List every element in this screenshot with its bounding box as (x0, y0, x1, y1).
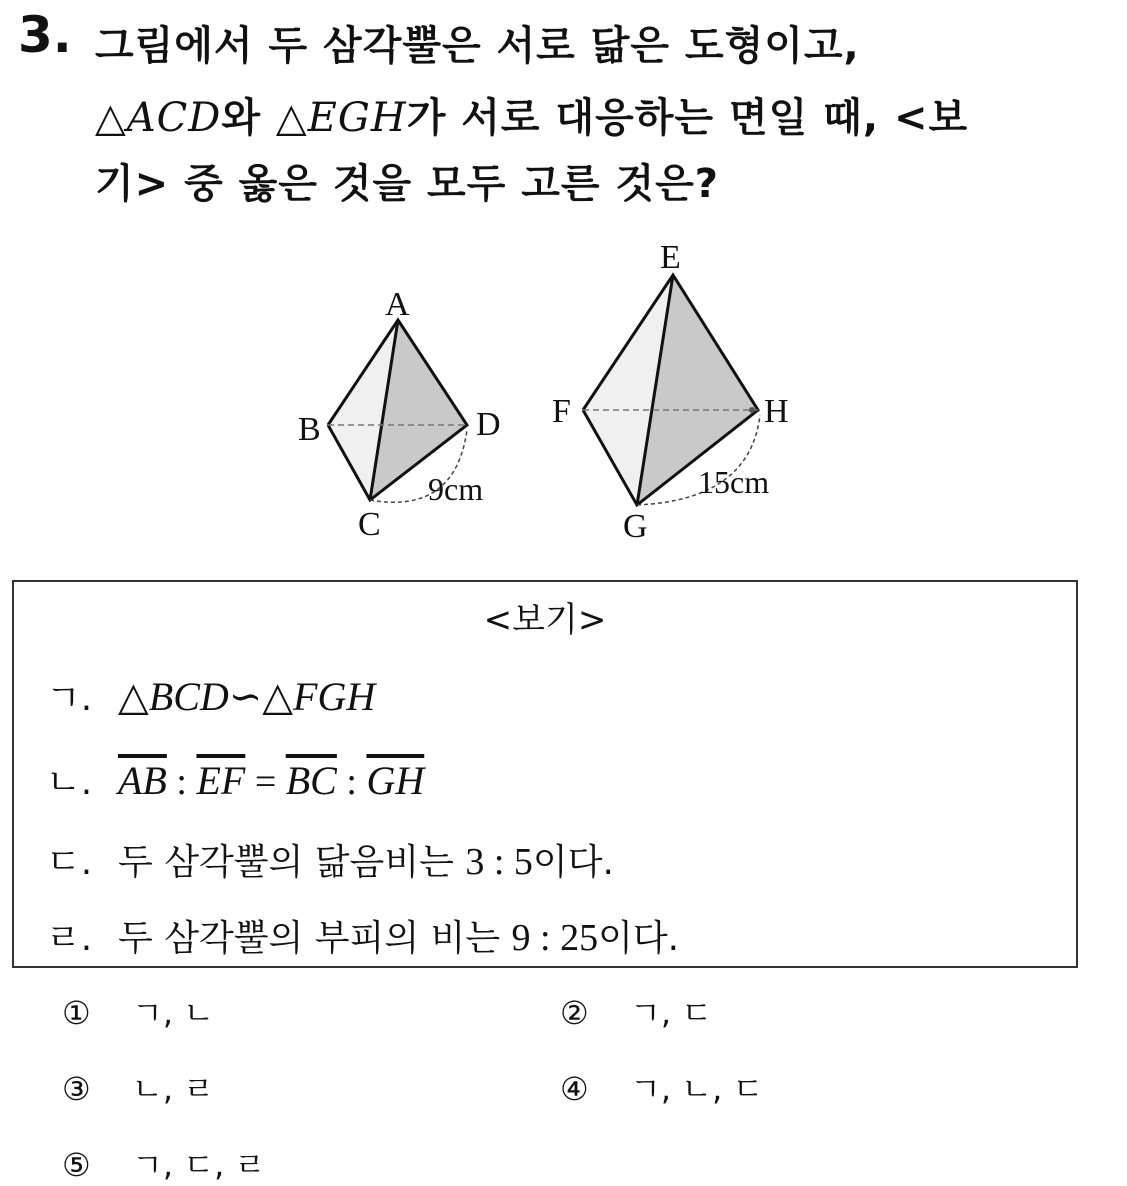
choice-number: ⑤ (62, 1146, 91, 1184)
right-vertex-dot (749, 407, 755, 413)
segment-bc: $\overline{BC}$ (285, 758, 337, 803)
volume-ratio: 9 : 25 (511, 917, 599, 959)
pyramids-figure (280, 235, 840, 555)
item-mark: ㄱ. (46, 678, 93, 719)
vertex-label-g: G (623, 508, 648, 545)
similarity-ratio: 3 : 5 (465, 841, 533, 883)
choice-number: ② (560, 994, 589, 1032)
vertex-label-b: B (298, 411, 321, 448)
item-mark: ㄴ. (46, 762, 93, 803)
vertex-label-d: D (476, 406, 501, 443)
question-line-2-text-a: 와 (221, 95, 276, 141)
choice-2[interactable] (560, 988, 712, 1034)
segment-gh: $\overline{GH}$ (366, 758, 425, 803)
bogi-item-1 (46, 670, 375, 721)
choice-text: ㄱ, ㄷ, ㄹ (132, 1146, 266, 1184)
triangle-symbol: △ (275, 95, 308, 141)
similarity-statement: △BCD∽△FGH (118, 674, 376, 719)
choice-3[interactable] (62, 1064, 214, 1110)
item-text-post: 이다. (598, 918, 680, 959)
question-line-1: 그림에서 두 삼각뿔은 서로 닮은 도형이고, (95, 23, 860, 69)
choice-number: ① (62, 994, 91, 1032)
bogi-item-4 (46, 910, 679, 961)
segment-ef: $\overline{EF}$ (196, 758, 246, 803)
choice-text: ㄴ, ㄹ (132, 1070, 215, 1108)
choice-1[interactable] (62, 988, 214, 1034)
face-egh: EGH (307, 95, 407, 141)
question-line-2-text-b: 가 서로 대응하는 면일 때, <보 (406, 95, 969, 141)
item-mark: ㄹ. (46, 918, 93, 959)
item-mark: ㄷ. (46, 842, 93, 883)
choice-text: ㄱ, ㄴ, ㄷ (630, 1070, 764, 1108)
choice-number: ③ (62, 1070, 91, 1108)
item-text-pre: 두 삼각뿔의 부피의 비는 (118, 918, 512, 959)
item-text-post: 이다. (532, 842, 614, 883)
vertex-label-c: C (358, 506, 381, 543)
choice-text: ㄱ, ㄴ (132, 994, 215, 1032)
choice-text: ㄱ, ㄷ (630, 994, 713, 1032)
segment-ab: $\overline{AB}$ (118, 758, 167, 803)
equals-sign: = (245, 761, 286, 803)
vertex-label-e: E (660, 239, 681, 276)
vertex-label-h: H (764, 393, 789, 430)
question-line-3: 기> 중 옳은 것을 모두 고른 것은? (95, 161, 719, 207)
bogi-item-3 (46, 834, 614, 885)
bogi-box (12, 580, 1078, 968)
bogi-item-2 (46, 754, 424, 805)
item-text-pre: 두 삼각뿔의 닮음비는 (118, 842, 466, 883)
question-number: 3. (18, 6, 72, 64)
triangle-symbol: △ (95, 95, 127, 141)
ratio-colon: : (166, 761, 197, 803)
question-line-2 (95, 86, 968, 143)
choice-4[interactable] (560, 1064, 763, 1110)
vertex-label-f: F (552, 393, 571, 430)
ratio-colon: : (336, 761, 367, 803)
vertex-label-a: A (385, 286, 410, 323)
choice-number: ④ (560, 1070, 589, 1108)
choice-5[interactable] (62, 1140, 265, 1186)
left-measure-label: 9cm (428, 471, 484, 507)
face-acd: ACD (126, 95, 222, 141)
right-measure-label: 15cm (698, 464, 770, 500)
bogi-title: <보기> (483, 600, 607, 640)
